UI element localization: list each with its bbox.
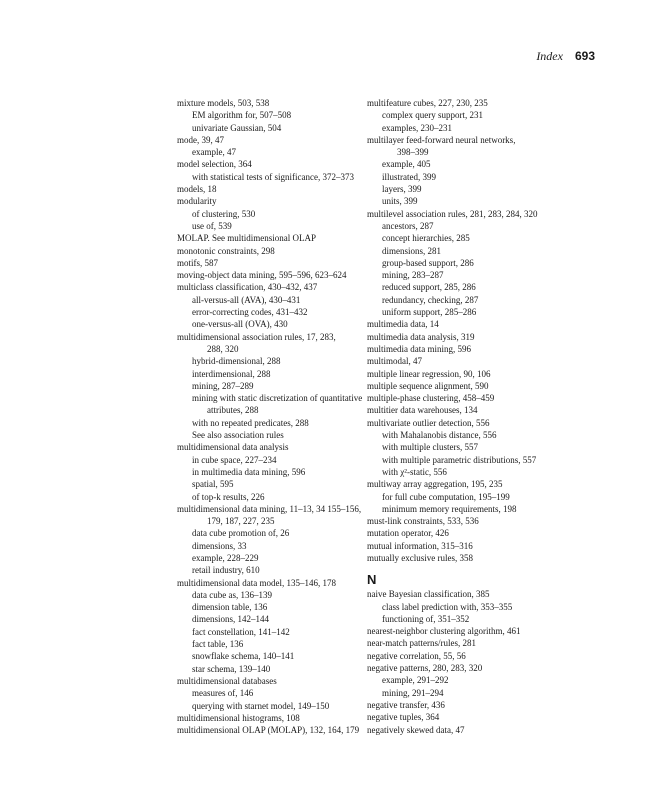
index-entry: motifs, 587 <box>177 257 219 268</box>
index-entry: multitier data warehouses, 134 <box>367 405 478 416</box>
index-entry: multidimensional databases <box>177 675 277 686</box>
index-entry: all-versus-all (AVA), 430–431 <box>192 294 301 305</box>
index-entry: reduced support, 285, 286 <box>382 282 476 293</box>
index-entry: must-link constraints, 533, 536 <box>367 516 479 527</box>
index-entry: EM algorithm for, 507–508 <box>192 110 292 121</box>
running-head <box>536 49 595 64</box>
index-entry: modularity <box>177 196 217 207</box>
index-entry: with no repeated predicates, 288 <box>192 417 309 428</box>
index-entry: mining, 283–287 <box>382 270 444 281</box>
index-entry: use of, 539 <box>192 220 232 231</box>
index-entry: mining, 287–289 <box>192 380 254 391</box>
index-entry: functioning of, 351–352 <box>382 613 470 624</box>
index-section-m <box>367 97 607 564</box>
index-entry: minimum memory requirements, 198 <box>382 503 517 514</box>
index-entry: layers, 399 <box>382 184 422 195</box>
index-entry: hybrid-dimensional, 288 <box>192 356 281 367</box>
index-entry: mixture models, 503, 538 <box>177 98 270 108</box>
index-entry: negatively skewed data, 47 <box>367 724 465 735</box>
index-entry: multidimensional histograms, 108 <box>177 712 300 723</box>
index-entry: multidimensional association rules, 17, 283, <box>177 331 336 342</box>
index-entry: with multiple parametric distributions, 557 <box>382 454 537 465</box>
index-entry: interdimensional, 288 <box>192 368 271 379</box>
index-entry: multimedia data, 14 <box>367 319 439 330</box>
index-entry: redundancy, checking, 287 <box>382 294 479 305</box>
index-entry: star schema, 139–140 <box>192 663 271 674</box>
running-head-label: Index <box>536 49 563 63</box>
index-entry: multiway array aggregation, 195, 235 <box>367 479 503 490</box>
index-entry: 398–399 <box>397 147 429 158</box>
index-entry: examples, 230–231 <box>382 122 452 133</box>
index-entry: multiple linear regression, 90, 106 <box>367 368 491 379</box>
index-entry: multilayer feed-forward neural networks, <box>367 134 516 145</box>
index-entry: example, 405 <box>382 159 431 170</box>
index-entry: data cube as, 136–139 <box>192 589 272 600</box>
page-number: 693 <box>574 49 595 63</box>
index-entry: naive Bayesian classification, 385 <box>367 589 490 600</box>
index-entry: illustrated, 399 <box>382 171 436 182</box>
index-entry: multidimensional OLAP (MOLAP), 132, 164, 179 <box>177 725 360 736</box>
index-entry: fact constellation, 141–142 <box>192 626 290 637</box>
index-entry: of clustering, 530 <box>192 208 256 219</box>
index-entry: for full cube computation, 195–199 <box>382 491 510 502</box>
index-entry: example, 228–229 <box>192 552 259 563</box>
index-entry: fact table, 136 <box>192 639 244 650</box>
index-entry: mining with static discretization of quantitative <box>192 393 363 404</box>
index-entry: data cube promotion of, 26 <box>192 528 290 539</box>
index-entry: mutually exclusive rules, 358 <box>367 552 473 563</box>
index-entry: of top-k results, 226 <box>192 491 265 502</box>
index-entry: group-based support, 286 <box>382 257 474 268</box>
index-entry: moving-object data mining, 595–596, 623–624 <box>177 270 347 281</box>
index-entry: negative correlation, 55, 56 <box>367 650 466 661</box>
index-entry: multiple-phase clustering, 458–459 <box>367 393 495 404</box>
index-entry: measures of, 146 <box>192 688 254 699</box>
index-entry: nearest-neighbor clustering algorithm, 461 <box>367 626 521 637</box>
index-entry: concept hierarchies, 285 <box>382 233 470 244</box>
section-letter: N <box>367 572 377 588</box>
index-entry: mode, 39, 47 <box>177 134 224 145</box>
index-entry: spatial, 595 <box>192 479 234 490</box>
index-entry: mining, 291–294 <box>382 687 444 698</box>
index-entry: in multimedia data mining, 596 <box>192 466 306 477</box>
index-entry: negative transfer, 436 <box>367 699 445 710</box>
index-column-left <box>177 97 382 736</box>
index-entry: negative patterns, 280, 283, 320 <box>367 663 483 674</box>
index-entry: retail industry, 610 <box>192 565 260 576</box>
index-entry: multidimensional data mining, 11–13, 34 155–156, <box>177 503 362 514</box>
index-entry: 179, 187, 227, 235 <box>207 516 275 527</box>
index-entry: uniform support, 285–286 <box>382 307 477 318</box>
index-entry: negative tuples, 364 <box>367 712 440 723</box>
index-entry: dimensions, 33 <box>192 540 247 551</box>
index-entry: with Mahalanobis distance, 556 <box>382 430 497 441</box>
index-entry: multilevel association rules, 281, 283, 284, 320 <box>367 208 538 219</box>
index-entry: with multiple clusters, 557 <box>382 442 478 453</box>
index-entry: multifeature cubes, 227, 230, 235 <box>367 98 488 108</box>
index-entry: dimension table, 136 <box>192 602 268 613</box>
index-entry: multiple sequence alignment, 590 <box>367 380 489 391</box>
index-entry: near-match patterns/rules, 281 <box>367 638 477 649</box>
index-entry: models, 18 <box>177 184 217 195</box>
index-entry: example, 291–292 <box>382 675 449 686</box>
index-entry: multidimensional data analysis <box>177 442 289 453</box>
index-entry: univariate Gaussian, 504 <box>192 122 282 133</box>
index-entry: snowflake schema, 140–141 <box>192 651 295 662</box>
index-entry: with χ²-static, 556 <box>382 466 447 477</box>
index-entry: mutual information, 315–316 <box>367 540 473 551</box>
index-entry: MOLAP. See multidimensional OLAP <box>177 233 316 244</box>
index-entry: multimedia data mining, 596 <box>367 343 471 354</box>
index-entry: attributes, 288 <box>207 405 259 416</box>
index-column-right <box>367 97 607 736</box>
index-entry: class label prediction with, 353–355 <box>382 601 513 612</box>
index-entry: multimedia data analysis, 319 <box>367 331 475 342</box>
index-entry: error-correcting codes, 431–432 <box>192 307 308 318</box>
index-entry: dimensions, 142–144 <box>192 614 270 625</box>
index-entry: monotonic constraints, 298 <box>177 245 275 256</box>
index-entry: multimodal, 47 <box>367 356 422 367</box>
index-entry: with statistical tests of significance, 372–373 <box>192 171 354 182</box>
index-entry: model selection, 364 <box>177 159 252 170</box>
index-entry: 288, 320 <box>207 343 239 354</box>
index-entry: example, 47 <box>192 147 236 158</box>
index-entry: one-versus-all (OVA), 430 <box>192 319 288 330</box>
index-entry: multiclass classification, 430–432, 437 <box>177 282 318 293</box>
index-entry: multidimensional data model, 135–146, 178 <box>177 577 336 588</box>
index-entry: complex query support, 231 <box>382 110 483 121</box>
index-entry: See also association rules <box>192 430 284 441</box>
index-entry: querying with starnet model, 149–150 <box>192 700 330 711</box>
index-entry: multivariate outlier detection, 556 <box>367 417 490 428</box>
index-entry: dimensions, 281 <box>382 245 442 256</box>
index-entry: in cube space, 227–234 <box>192 454 277 465</box>
index-entry: units, 399 <box>382 196 418 207</box>
index-section-n <box>367 588 607 736</box>
index-entry: mutation operator, 426 <box>367 528 449 539</box>
index-entry: ancestors, 287 <box>382 220 434 231</box>
